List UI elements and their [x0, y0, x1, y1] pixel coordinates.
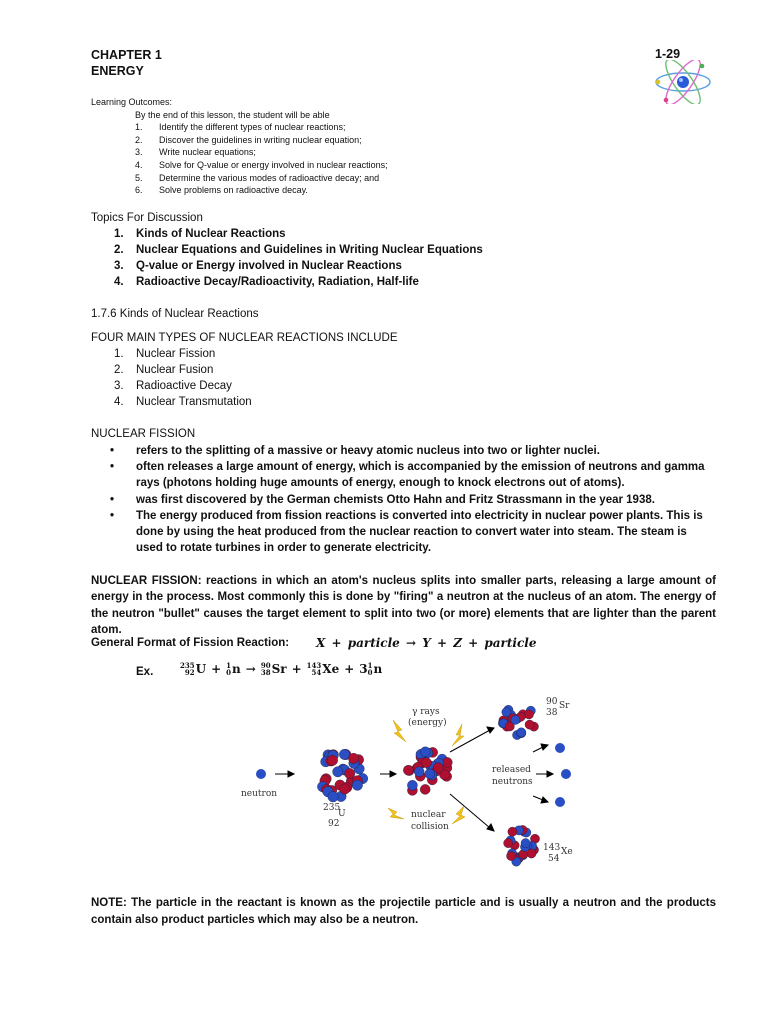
- released-label: neutrons: [492, 777, 533, 787]
- isotope-3-neutrons: 3 1 0 n: [359, 661, 383, 677]
- arrowhead: [541, 797, 548, 803]
- released-neutron: [555, 743, 565, 753]
- topics-section: [91, 210, 483, 290]
- gamma-bolt-icon: [388, 808, 404, 819]
- atom-logo-icon: [652, 60, 714, 104]
- plus-sign: +: [344, 662, 355, 676]
- arrowhead: [547, 771, 553, 777]
- page-number: 1-29: [655, 47, 681, 61]
- neutron-label: neutron: [241, 789, 278, 799]
- xe-mass: 143: [543, 843, 561, 853]
- isotope-sr90: 90 38 Sr: [260, 661, 287, 677]
- fission-diagram: [230, 690, 590, 880]
- nucleon: [527, 849, 536, 858]
- nucleon: [507, 851, 516, 860]
- arrow: [450, 794, 490, 828]
- list-item: • was first discovered by the German chemists Otto Hahn and Fritz Strassmann in the year 1938.: [110, 492, 710, 508]
- chapter-topic: ENERGY: [91, 64, 144, 78]
- learning-outcomes-intro: By the end of this lesson, the student will be able: [135, 109, 330, 120]
- nucleon: [327, 755, 337, 765]
- list-item: 1. Kinds of Nuclear Reactions: [114, 228, 286, 240]
- arrowhead: [288, 771, 294, 777]
- arrowhead: [487, 727, 494, 733]
- list-item: 4. Solve for Q-value or energy involved in nuclear reactions;: [135, 159, 388, 170]
- nucleon: [524, 710, 533, 719]
- types-section: [91, 330, 398, 410]
- nucleon: [340, 784, 350, 794]
- example-label: Ex.: [136, 666, 154, 678]
- section-heading: 1.7.6 Kinds of Nuclear Reactions: [91, 308, 259, 320]
- general-format-formula: X + particle → Y + Z + particle: [316, 636, 537, 650]
- incoming-neutron: [256, 769, 266, 779]
- uranium-atomic: 92: [328, 819, 340, 829]
- example-equation: [180, 662, 382, 676]
- xenon-nucleus: [504, 825, 540, 866]
- list-item: • refers to the splitting of a massive or heavy atomic nucleus into two or lighter nuclei.: [110, 443, 710, 459]
- list-item: 5. Determine the various modes of radioactive decay; and: [135, 172, 380, 183]
- topics-title: Topics For Discussion: [91, 212, 203, 224]
- bullet-icon: •: [110, 461, 115, 474]
- list-item: 4. Nuclear Transmutation: [114, 396, 252, 408]
- nucleon: [504, 839, 513, 848]
- arrowhead: [487, 824, 494, 831]
- list-item: 3. Write nuclear equations;: [135, 147, 256, 158]
- note-paragraph: NOTE: The particle in the reactant is known as the projectile particle and is usually a neutron and the products contain also product particles which may also be a neutron.: [91, 897, 716, 926]
- learning-outcomes: [91, 96, 388, 197]
- nucleon: [508, 827, 517, 836]
- collision-label: collision: [411, 822, 449, 832]
- fission-title: NUCLEAR FISSION: [91, 428, 196, 440]
- released-neutron: [561, 769, 571, 779]
- nucleon: [517, 728, 526, 737]
- arrowhead: [390, 771, 396, 777]
- learning-outcomes-list: [91, 121, 388, 197]
- fission-bullets: [110, 443, 710, 556]
- list-item: 4. Radioactive Decay/Radioactivity, Radiation, Half-life: [114, 276, 419, 288]
- list-item: 2. Nuclear Fusion: [114, 364, 214, 376]
- released-label: released: [492, 765, 531, 775]
- isotope-neutron: 1 0 n: [226, 661, 241, 677]
- list-item: 3. Q-value or Energy involved in Nuclear Reactions: [114, 260, 402, 272]
- list-item: 2. Discover the guidelines in writing nuclear equation;: [135, 134, 362, 145]
- bullet-icon: •: [110, 445, 115, 457]
- gamma-bolt-icon: [452, 806, 465, 824]
- list-item: 1. Nuclear Fission: [114, 348, 216, 360]
- nucleon: [403, 765, 413, 775]
- nucleon: [352, 780, 362, 790]
- gamma-bolt-icon: [452, 724, 464, 746]
- collision-nucleus: [403, 747, 452, 796]
- nucleon: [333, 767, 343, 777]
- reaction-arrow: →: [245, 662, 256, 676]
- nucleon: [407, 780, 417, 790]
- nucleon: [425, 769, 435, 779]
- nucleon: [345, 768, 355, 778]
- isotope-xe143: 143 54 Xe: [306, 661, 340, 677]
- xe-atomic: 54: [548, 854, 560, 864]
- isotope-u235: 235 92 U: [180, 661, 207, 677]
- topics-list: [91, 226, 483, 290]
- list-item: 6. Solve problems on radioactive decay.: [135, 185, 308, 196]
- list-item: 2. Nuclear Equations and Guidelines in Writing Nuclear Equations: [114, 244, 483, 256]
- list-item: • often releases a large amount of energy, which is accompanied by the emission of neutrons and gamma rays (photons holding huge amounts of energy, enough to knock electrons out of atoms).: [110, 459, 710, 491]
- list-item: • The energy produced from fission reactions is converted into electricity in nuclear power plants. This is done by using the heat produced from the nuclear reaction to convert water into steam. The steam is used to rotate turbines in order to generate electricity.: [110, 508, 710, 557]
- collision-label: nuclear: [411, 810, 446, 820]
- fission-paragraph: NUCLEAR FISSION: reactions in which an atom's nucleus splits into smaller parts, releasing a large amount of energy in the process. Most commonly this is done by "firing" a neutron at the nucleus of an atom. The energy of the neutron "bullet" causes the target element to split into two (or more) elements that are lighter than the parent atom.: [91, 575, 716, 637]
- list-item: 1. Identify the different types of nuclear reactions;: [135, 122, 346, 133]
- arrow: [533, 796, 543, 800]
- general-format-label: General Format of Fission Reaction:: [91, 637, 290, 649]
- uranium-symbol: U: [338, 809, 346, 819]
- list-item: 3. Radioactive Decay: [114, 380, 232, 392]
- nucleon: [414, 767, 424, 777]
- gamma-bolt-icon: [393, 720, 406, 742]
- strontium-nucleus: [498, 705, 538, 739]
- nucleon: [511, 715, 520, 724]
- uranium-nucleus: [317, 749, 367, 802]
- types-list: [91, 346, 398, 410]
- bullet-icon: •: [110, 509, 115, 522]
- nucleon: [521, 839, 530, 848]
- nucleon: [420, 784, 430, 794]
- nucleon: [420, 747, 430, 757]
- xe-symbol: Xe: [561, 847, 573, 857]
- sr-symbol: Sr: [559, 701, 570, 711]
- chapter-label: CHAPTER 1: [91, 48, 162, 62]
- nucleon: [525, 720, 534, 729]
- plus-sign: +: [211, 662, 222, 676]
- sr-atomic: 38: [546, 708, 558, 718]
- arrow: [533, 747, 543, 752]
- types-title: FOUR MAIN TYPES OF NUCLEAR REACTIONS INCLUDE: [91, 332, 398, 344]
- nucleon: [339, 749, 349, 759]
- gamma-label: (energy): [408, 718, 447, 728]
- chapter-header: [91, 47, 162, 79]
- sr-mass: 90: [546, 697, 558, 707]
- uranium-mass: 235: [323, 803, 341, 813]
- released-neutron: [555, 797, 565, 807]
- learning-outcomes-title: Learning Outcomes:: [91, 97, 173, 107]
- nucleon: [348, 753, 358, 763]
- gamma-label: γ rays: [412, 707, 440, 717]
- nucleon: [328, 792, 338, 802]
- plus-sign: +: [291, 662, 302, 676]
- arrowhead: [541, 744, 548, 750]
- bullet-icon: •: [110, 493, 115, 506]
